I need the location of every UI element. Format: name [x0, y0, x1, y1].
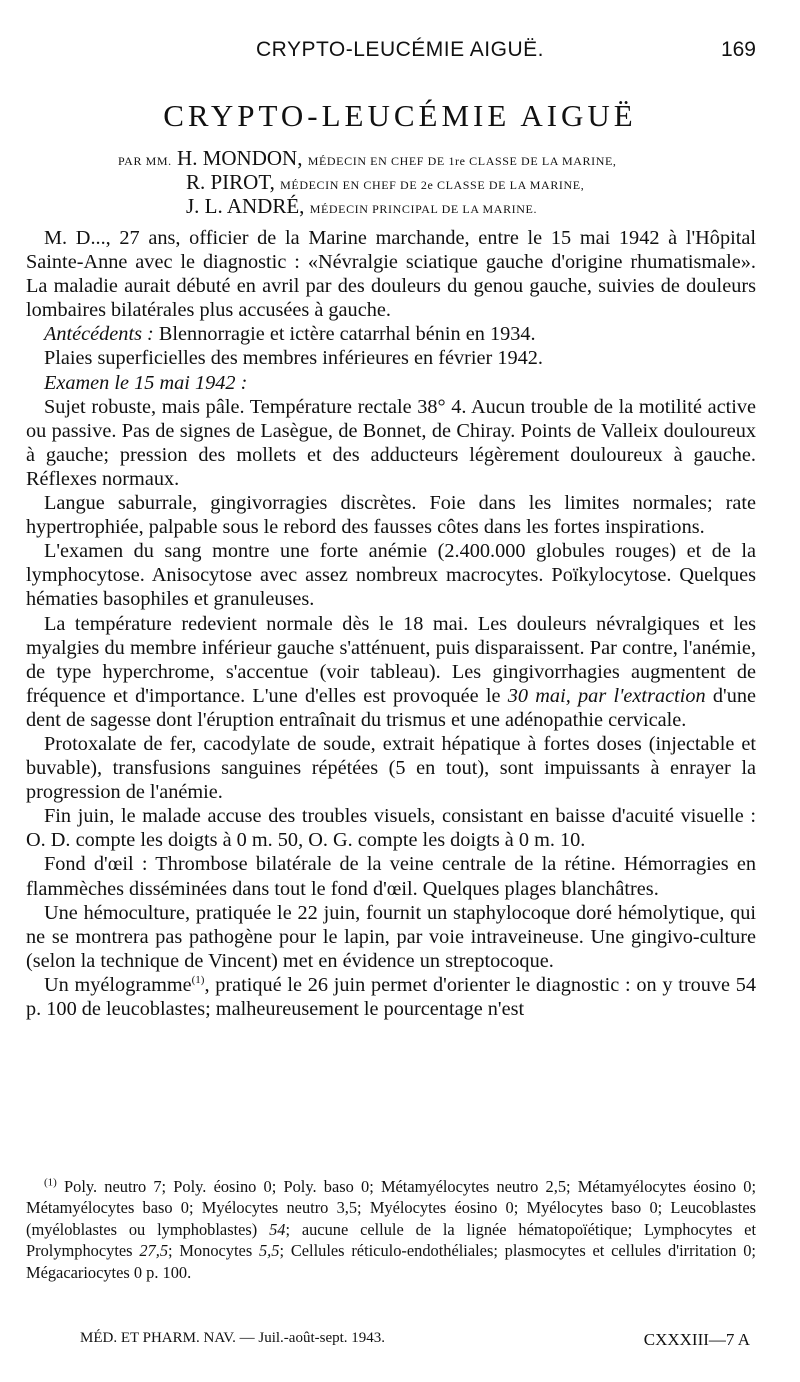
text-run: Un myélogramme: [44, 973, 192, 996]
paragraph-exam: Sujet robuste, mais pâle. Température rectale 38° 4. Aucun trouble de la motilité active ou passive. Pas de signes de Lasègue, de Bonnet, de Chiray. Points de Valleix douloureux à gauche; pression des mollets et des adducteurs légèrement douloureux à gauche. Réflexes normaux.: [26, 395, 756, 490]
article-title: CRYPTO-LEUCÉMIE AIGUË: [163, 98, 637, 133]
text-run: Poly. neutro 7; Poly. éosino 0; Poly. baso 0; Métamyélocytes neutro 2,5; Métamyélocytes éosino 0; Métamyélocytes baso 0; Myélocytes neutro 3,5; Myélocytes éosino 0; Myélocytes baso 0; Leucoblastes (myéloblastes ou lymphoblastes): [26, 1177, 756, 1239]
antecedents-text: Blennorragie et ictère catarrhal bénin en 1934.: [158, 323, 536, 346]
paragraph-blood: L'examen du sang montre une forte anémie (2.400.000 globules rouges) et de la lymphocytose. Anisocytose avec assez nombreux macrocytes. Poïkylocytose. Quelques hématies basophiles et granuleuses.: [26, 540, 756, 611]
footnote-ref: (1): [191, 974, 205, 987]
text-run: ; Monocytes: [168, 1241, 259, 1261]
paragraph-culture: Une hémoculture, pratiquée le 22 juin, fournit un staphylocoque doré hémolytique, qui ne se montrera pas pathogène pour le lapin, par voie intraveineuse. Une gingivo-culture (selon la technique de Vincent) met en évidence un streptocoque.: [26, 901, 756, 972]
text-run: , pratiqué le 26 juin permet d'orienter le diagnostic : on y trouve 54 p. 100 de leucoblastes; malheureusement le pourcentage n'est: [26, 973, 756, 1020]
running-head-title: CRYPTO-LEUCÉMIE AIGUË.: [256, 38, 544, 61]
paragraph-treatment: Protoxalate de fer, cacodylate de soude, extrait hépatique à fortes doses (injectable et buvable), transfusions sanguines répétées (5 en tout), sont impuissants à enrayer la progression de l'anémie.: [26, 732, 756, 804]
paragraph-intro: M. D..., 27 ans, officier de la Marine marchande, entre le 15 mai 1942 à l'Hôpital Sainte-Anne avec le diagnostic : «Névralgie sciatique gauche d'origine rhumatismale». La maladie aurait débuté en avril par des douleurs du genou gauche, suivies de douleurs lombaires bilatérales plus accusées à gauche.: [26, 227, 756, 322]
author-line-3: [186, 194, 537, 219]
paragraph-temperature: [26, 612, 756, 732]
paragraph-antecedents: [26, 322, 756, 346]
paragraph-fundus: Fond d'œil : Thrombose bilatérale de la veine centrale de la rétine. Hémorragies en flammèches disséminées dans tout le fond d'œil. Quelques plages blanchâtres.: [26, 853, 756, 900]
page-number: 169: [720, 38, 756, 61]
author-role: MÉDECIN EN CHEF DE 2e CLASSE DE LA MARINE,: [280, 178, 585, 192]
footnote: [26, 1176, 756, 1283]
footnote-text: [26, 1176, 756, 1283]
text-run: ; Cellules réticulo-endothéliales; plasmocytes et cellules d'irritation 0; Mégacariocytes 0 p. 100.: [26, 1241, 756, 1282]
author-line-2: [186, 170, 584, 195]
page-footer: [0, 1330, 800, 1354]
paragraph-langue: Langue saburrale, gingivorragies discrètes. Foie dans les limites normales; rate hypertrophiée, palpable sous le rebord des fausses côtes dans les fortes inspirations.: [26, 492, 756, 539]
paragraph-vision: Fin juin, le malade accuse des troubles visuels, consistant en baisse d'acuité visuelle : O. D. compte les doigts à 0 m. 50, O. G. compte les doigts à 0 m. 10.: [26, 805, 756, 852]
footer-signature: CXXXIII—7 A: [643, 1330, 750, 1349]
text-run-italic: 54: [269, 1219, 286, 1239]
author-role: MÉDECIN PRINCIPAL DE LA MARINE.: [309, 202, 538, 216]
paragraph-myelogram: [26, 973, 756, 1021]
author-name: H. MONDON,: [177, 146, 303, 170]
paragraph-plaies: Plaies superficielles des membres inférieures en février 1942.: [44, 347, 543, 370]
author-name: J. L. ANDRÉ,: [186, 194, 305, 218]
author-name: R. PIROT,: [186, 170, 275, 194]
exam-heading: Examen le 15 mai 1942 :: [44, 371, 248, 394]
text-run: d'une dent de sagesse dont l'éruption entraînait du trismus et une adénopathie cervicale.: [26, 684, 756, 731]
footer-journal: MÉD. ET PHARM. NAV. — Juil.-août-sept. 1943.: [80, 1330, 386, 1346]
text-run: La température redevient normale dès le 18 mai. Les douleurs névralgiques et les myalgies du membre inférieur gauche s'atténuent, puis disparaissent. Par contre, l'anémie, de type hyperchrome, s'accentue (voir tableau). Les gingivorrhagies augmentent de fréquence et d'importance. L'une d'elles est provoquée le: [26, 612, 756, 707]
author-line-1: [118, 146, 617, 171]
text-run: ; aucune cellule de la lignée hématopoïétique; Lymphocytes et Prolymphocytes: [26, 1219, 756, 1261]
footnote-marker: (1): [44, 1176, 57, 1189]
text-run-italic: 27,5: [139, 1241, 169, 1261]
article-body: [26, 226, 756, 1021]
author-prefix: PAR MM.: [118, 154, 172, 168]
running-head: [0, 38, 800, 74]
text-run-italic: 5,5: [258, 1241, 280, 1261]
text-run-italic: 30 mai, par l'extraction: [507, 684, 706, 707]
author-role: MÉDECIN EN CHEF DE 1re CLASSE DE LA MARINE,: [307, 154, 617, 168]
antecedents-label: Antécédents :: [44, 323, 154, 346]
